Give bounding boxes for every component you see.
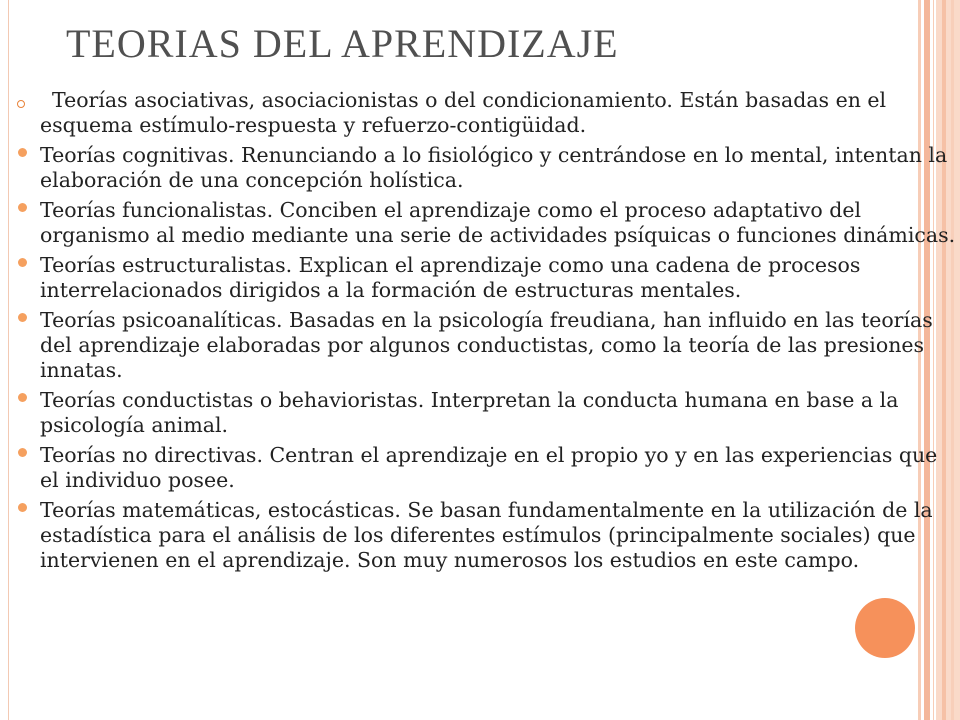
list-item <box>12 388 957 438</box>
hollow-circle-bullet-icon <box>17 100 25 108</box>
list-item <box>12 443 957 493</box>
list-item-text: Teorías funcionalistas. Conciben el aprendizaje como el proceso adaptativo del organismo al medio mediante una serie de actividades psíquicas o funciones dinámicas. <box>40 198 956 247</box>
list-item-text: Teorías no directivas. Centran el aprendizaje en el propio yo y en las experiencias que el individuo posee. <box>40 443 938 492</box>
list-item <box>12 498 957 573</box>
list-item-text: Teorías cognitivas. Renunciando a lo fisiológico y centrándose en lo mental, intentan la elaboración de una concepción holística. <box>40 143 948 192</box>
list-item <box>12 253 957 303</box>
slide-title: TEORIAS DEL APRENDIZAJE <box>66 21 619 66</box>
circle-bullet-icon <box>18 313 27 322</box>
list-item <box>12 198 957 248</box>
list-item <box>12 88 957 138</box>
circle-bullet-icon <box>18 393 27 402</box>
circle-bullet-icon <box>18 148 27 157</box>
list-item-text: Teorías matemáticas, estocásticas. Se basan fundamentalmente en la utilización de la estadística para el análisis de los diferentes estímulos (principalmente sociales) que intervienen en el aprendizaje. Son muy numerosos los estudios en este campo. <box>40 498 933 572</box>
circle-bullet-icon <box>18 448 27 457</box>
list-item <box>12 143 957 193</box>
list-item-text: Teorías psicoanalíticas. Basadas en la psicología freudiana, han influido en las teorías del aprendizaje elaboradas por algunos conductistas, como la teoría de las presiones innatas. <box>40 308 933 382</box>
list-item-text: Teorías conductistas o behavioristas. Interpretan la conducta humana en base a la psicología animal. <box>40 388 899 437</box>
bullet-list <box>12 88 957 578</box>
list-item-text: Teorías estructuralistas. Explican el aprendizaje como una cadena de procesos interrelacionados dirigidos a la formación de estructuras mentales. <box>40 253 861 302</box>
circle-bullet-icon <box>18 503 27 512</box>
decorative-orange-circle-icon <box>855 598 915 658</box>
list-item-text: Teorías asociativas, asociacionistas o del condicionamiento. Están basadas en el esquema estímulo-respuesta y refuerzo-contigüidad. <box>40 88 887 137</box>
list-item <box>12 308 957 383</box>
circle-bullet-icon <box>18 203 27 212</box>
circle-bullet-icon <box>18 258 27 267</box>
left-border-line <box>8 0 9 720</box>
